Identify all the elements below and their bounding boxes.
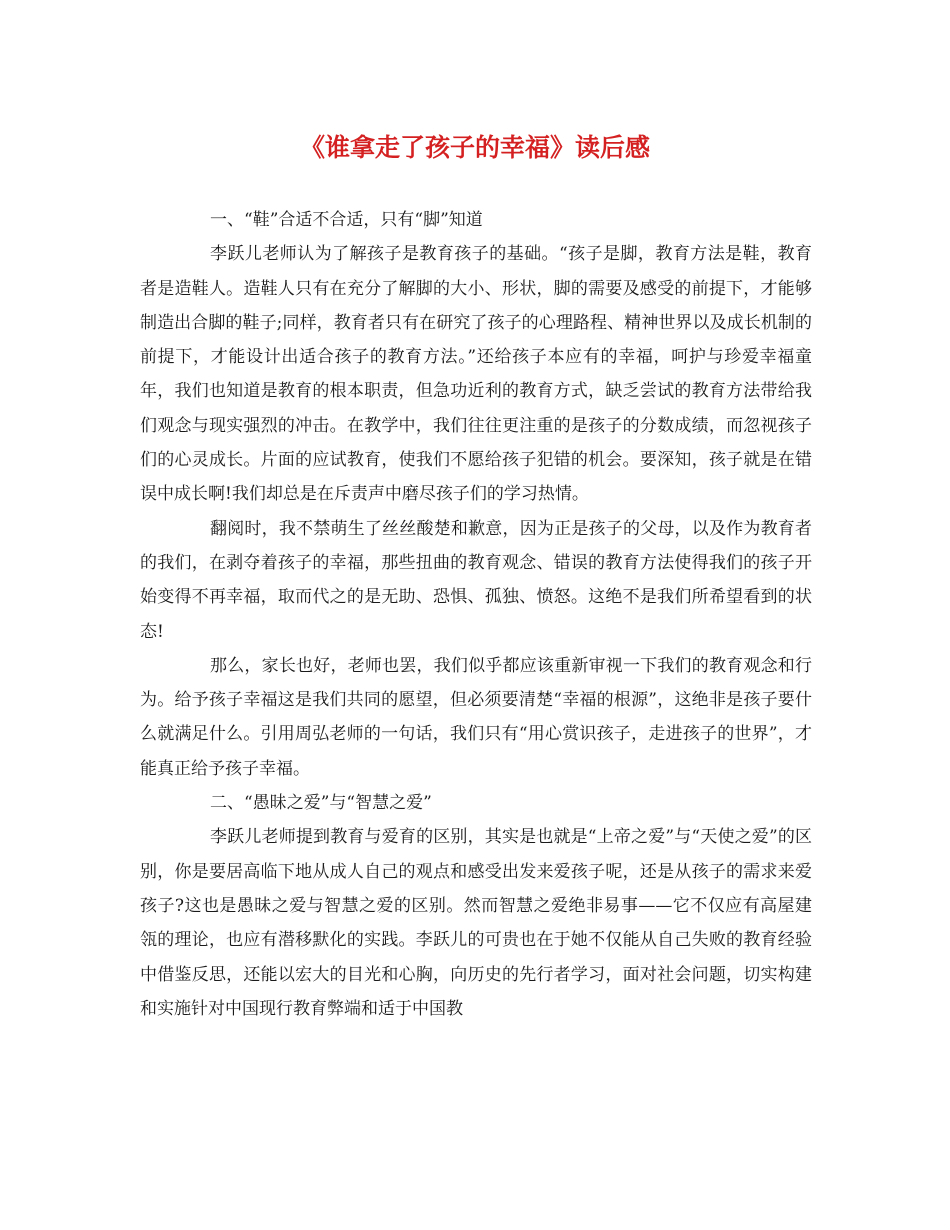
section-heading: 二、“愚昧之爱”与“智慧之爱” (210, 793, 432, 814)
paragraph: 那么，家长也好，老师也罢，我们似乎都应该重新审视一下我们的教育观念和行为。给予孩子幸福这是我们共同的愿望，但必须要清楚“幸福的根源”，这绝非是孩子要什么就满足什么。引用周弘老师的一句话，我们只有“用心赏识孩子，走进孩子的世界”，才能真正给予孩子幸福。 (140, 655, 812, 779)
paragraph: 李跃儿老师认为了解孩子是教育孩子的基础。“孩子是脚，教育方法是鞋，教育者是造鞋人。造鞋人只有在充分了解脚的大小、形状，脚的需要及感受的前提下，才能够制造出合脚的鞋子;同样，教育者只有在研究了孩子的心理路程、精神世界以及成长机制的前提下，才能设计出适合孩子的教育方法。”还给孩子本应有的幸福，呵护与珍爱幸福童年，我们也知道是教育的根本职责，但急功近利的教育方式，缺乏尝试的教育方法带给我们观念与现实强烈的冲击。在教学中，我们往往更注重的是孩子的分数成绩，而忽视孩子们的心灵成长。片面的应试教育，使我们不愿给孩子犯错的机会。要深知，孩子就是在错误中成长啊!我们却总是在斥责声中磨尽孩子们的学习热情。 (140, 244, 812, 505)
document-body (140, 203, 812, 1026)
paragraph: 翻阅时，我不禁萌生了丝丝酸楚和歉意，因为正是孩子的父母，以及作为教育者的我们，在剥夺着孩子的幸福，那些扭曲的教育观念、错误的教育方法使得我们的孩子开始变得不再幸福，取而代之的是无助、恐惧、孤独、愤怒。这绝不是我们所希望看到的状态! (140, 518, 812, 642)
paragraph: 李跃儿老师提到教育与爱育的区别，其实是也就是“上帝之爱”与“天使之爱”的区别，你是要居高临下地从成人自己的观点和感受出发来爱孩子呢，还是从孩子的需求来爱孩子?这也是愚昧之爱与智慧之爱的区别。然而智慧之爱绝非易事——它不仅应有高屋建瓴的理论，也应有潜移默化的实践。李跃儿的可贵也在于她不仅能从自己失败的教育经验中借鉴反思，还能以宏大的目光和心胸，向历史的先行者学习，面对社会问题，切实构建和实施针对中国现行教育弊端和适于中国教 (140, 827, 812, 1019)
document-title: 《谁拿走了孩子的幸福》读后感 (299, 133, 650, 162)
section-heading: 一、“鞋”合适不合适，只有“脚”知道 (210, 210, 483, 230)
